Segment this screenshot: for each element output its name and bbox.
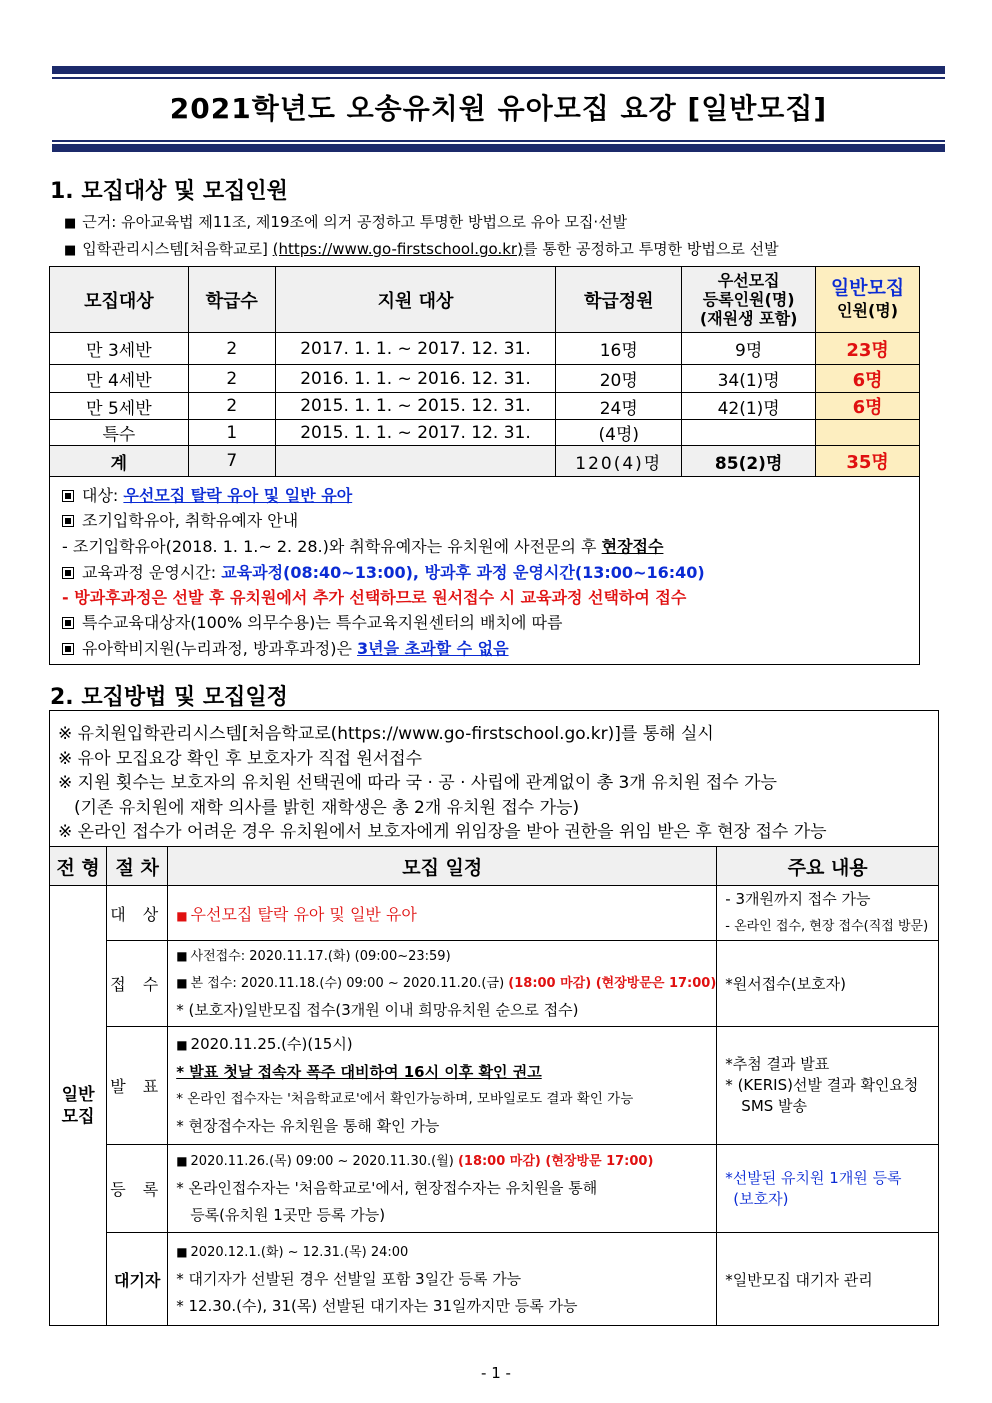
header-general: 일반모집 인원(명) xyxy=(816,267,920,333)
section2-notes-box xyxy=(49,710,939,848)
section1-note-basis: ■ 근거: 유아교육법 제11조, 제19조에 의거 공정하고 투명한 방법으로 유아 모집·선발 xyxy=(64,213,628,231)
header-type: 전 형 xyxy=(50,847,107,886)
page-title: 2021학년도 오송유치원 유아모집 요강 [일반모집] xyxy=(169,92,828,125)
table-row-total: 계 7 120(4)명 85(2)명 35명 xyxy=(50,446,920,477)
table-row: 특수 1 2015. 1. 1. ~ 2017. 12. 31. (4명) xyxy=(50,420,920,446)
table-row: 만 5세반 2 2015. 1. 1. ~ 2015. 12. 31. 24명 42(1)명 6명 xyxy=(50,393,920,420)
table-row: 만 4세반 2 2016. 1. 1. ~ 2016. 12. 31. 20명 34(1)명 6명 xyxy=(50,365,920,393)
top-rule-thin xyxy=(52,77,945,79)
header-period: 지원 대상 xyxy=(275,267,556,333)
table-row: 만 3세반 2 2017. 1. 1. ~ 2017. 12. 31. 16명 9명 23명 xyxy=(50,333,920,365)
header-schedule: 모집 일정 xyxy=(168,847,717,886)
section1-note-system: ■ 입학관리시스템[처음학교로] (https://www.go-firstschool.go.kr)를 통한 공정하고 투명한 방법으로 선발 xyxy=(64,240,779,258)
header-capacity: 학급정원 xyxy=(556,267,682,333)
schedule-table xyxy=(49,846,939,1326)
type-general: 일반 모집 xyxy=(50,886,107,1326)
row-apply: 접 수 ■ 사전접수: 2020.11.17.(화) (09:00~23:59) ■ 본 접수: 2020.11.18.(수) 09:00 ~ 2020.11.20.(금) (18:00 마감) (현장방문은 17:00) * (보호자)일반모집 접수(3개원 이내 희망유치원 순으로 접수) *원서접수(보호자) xyxy=(50,941,939,1027)
info-special-ed: 특수교육대상자(100% 의무수용)는 특수교육지원센터의 배치에 따름 xyxy=(62,610,562,633)
row-announce: 발 표 ■ 2020.11.25.(수)(15시) * 발표 첫날 접속자 폭주 대비하여 16시 이후 확인 권고 * 온라인 접수자는 '처음학교로'에서 확인가능하며, 모바일로도 결과 확인 가능 * 현장접수자는 유치원을 통해 확인 가능 *추첨 결과 발표 * (KERIS)선발 결과 확인요청 SMS 발송 xyxy=(50,1027,939,1145)
top-rule xyxy=(52,66,945,74)
section2-note: ※ 지원 횟수는 보호자의 유치원 선택권에 따라 국 · 공 · 사립에 관계없이 총 3개 유치원 접수 가능 xyxy=(58,773,777,793)
section1-title: 1. 모집대상 및 모집인원 xyxy=(50,179,288,204)
info-afterschool: - 방과후과정은 선발 후 유치원에서 추가 선택하므로 원서접수 시 교육과정 선택하여 접수 xyxy=(62,588,687,607)
header-priority: 우선모집 등록인원(명) (재원생 포함) xyxy=(682,267,816,333)
row-register: 등 록 ■ 2020.11.26.(목) 09:00 ~ 2020.11.30.(월) (18:00 마감) (현장방문 17:00) * 온라인접수자는 '처음학교로'에서, 현장접수자는 유치원을 통해 등록(유치원 1곳만 등록 가능) *선발된 유치원 1개원 등록 (보호자) xyxy=(50,1145,939,1233)
info-hours: 교육과정 운영시간: 교육과정(08:40~13:00), 방과후 과정 운영시간(13:00~16:40) xyxy=(62,560,705,583)
title-rule xyxy=(52,144,945,152)
section2-note: (기존 유치원에 재학 의사를 밝힌 재학생은 총 2개 유치원 접수 가능) xyxy=(74,798,580,818)
header-main: 주요 내용 xyxy=(717,847,939,886)
info-early-entry-detail: - 조기입학유아(2018. 1. 1.~ 2. 28.)와 취학유예자는 유치원에 사전문의 후 현장접수 xyxy=(62,537,664,556)
firstschool-link[interactable]: (https://www.go-firstschool.go.kr) xyxy=(272,240,523,258)
page-number: - 1 - xyxy=(481,1364,511,1382)
info-early-entry: 조기입학유아, 취학유예자 안내 xyxy=(62,508,298,531)
section2-note: ※ 온라인 접수가 어려운 경우 유치원에서 보호자에게 위임장을 받아 권한을 위임 받은 후 현장 접수 가능 xyxy=(58,822,827,842)
row-target: 일반 모집 대 상 ■ 우선모집 탈락 유아 및 일반 유아 - 3개원까지 접수 가능 - 온라인 접수, 현장 접수(직접 방문) xyxy=(50,886,939,941)
recruitment-table xyxy=(49,266,920,477)
header-target: 모집대상 xyxy=(50,267,189,333)
row-waitlist: 대기자 ■ 2020.12.1.(화) ~ 12.31.(목) 24:00 * 대기자가 선발된 경우 선발일 포함 3일간 등록 가능 * 12.30.(수), 31(목) 선발된 대기자는 31일까지만 등록 가능 *일반모집 대기자 관리 xyxy=(50,1233,939,1326)
section2-note: ※ 유아 모집요강 확인 후 보호자가 직접 원서접수 xyxy=(58,749,423,769)
section2-note: ※ 유치원입학관리시스템[처음학교로(https://www.go-firstschool.go.kr)]를 통해 실시 xyxy=(58,724,714,744)
info-target: 대상: 우선모집 탈락 유아 및 일반 유아 xyxy=(62,483,352,506)
header-step: 절 차 xyxy=(107,847,168,886)
info-tuition: 유아학비지원(누리과정, 방과후과정)은 3년을 초과할 수 없음 xyxy=(62,636,509,659)
title-rule-thin xyxy=(52,140,945,142)
section1-info-box xyxy=(49,474,920,665)
section2-title: 2. 모집방법 및 모집일정 xyxy=(50,685,288,710)
header-classes: 학급수 xyxy=(188,267,275,333)
